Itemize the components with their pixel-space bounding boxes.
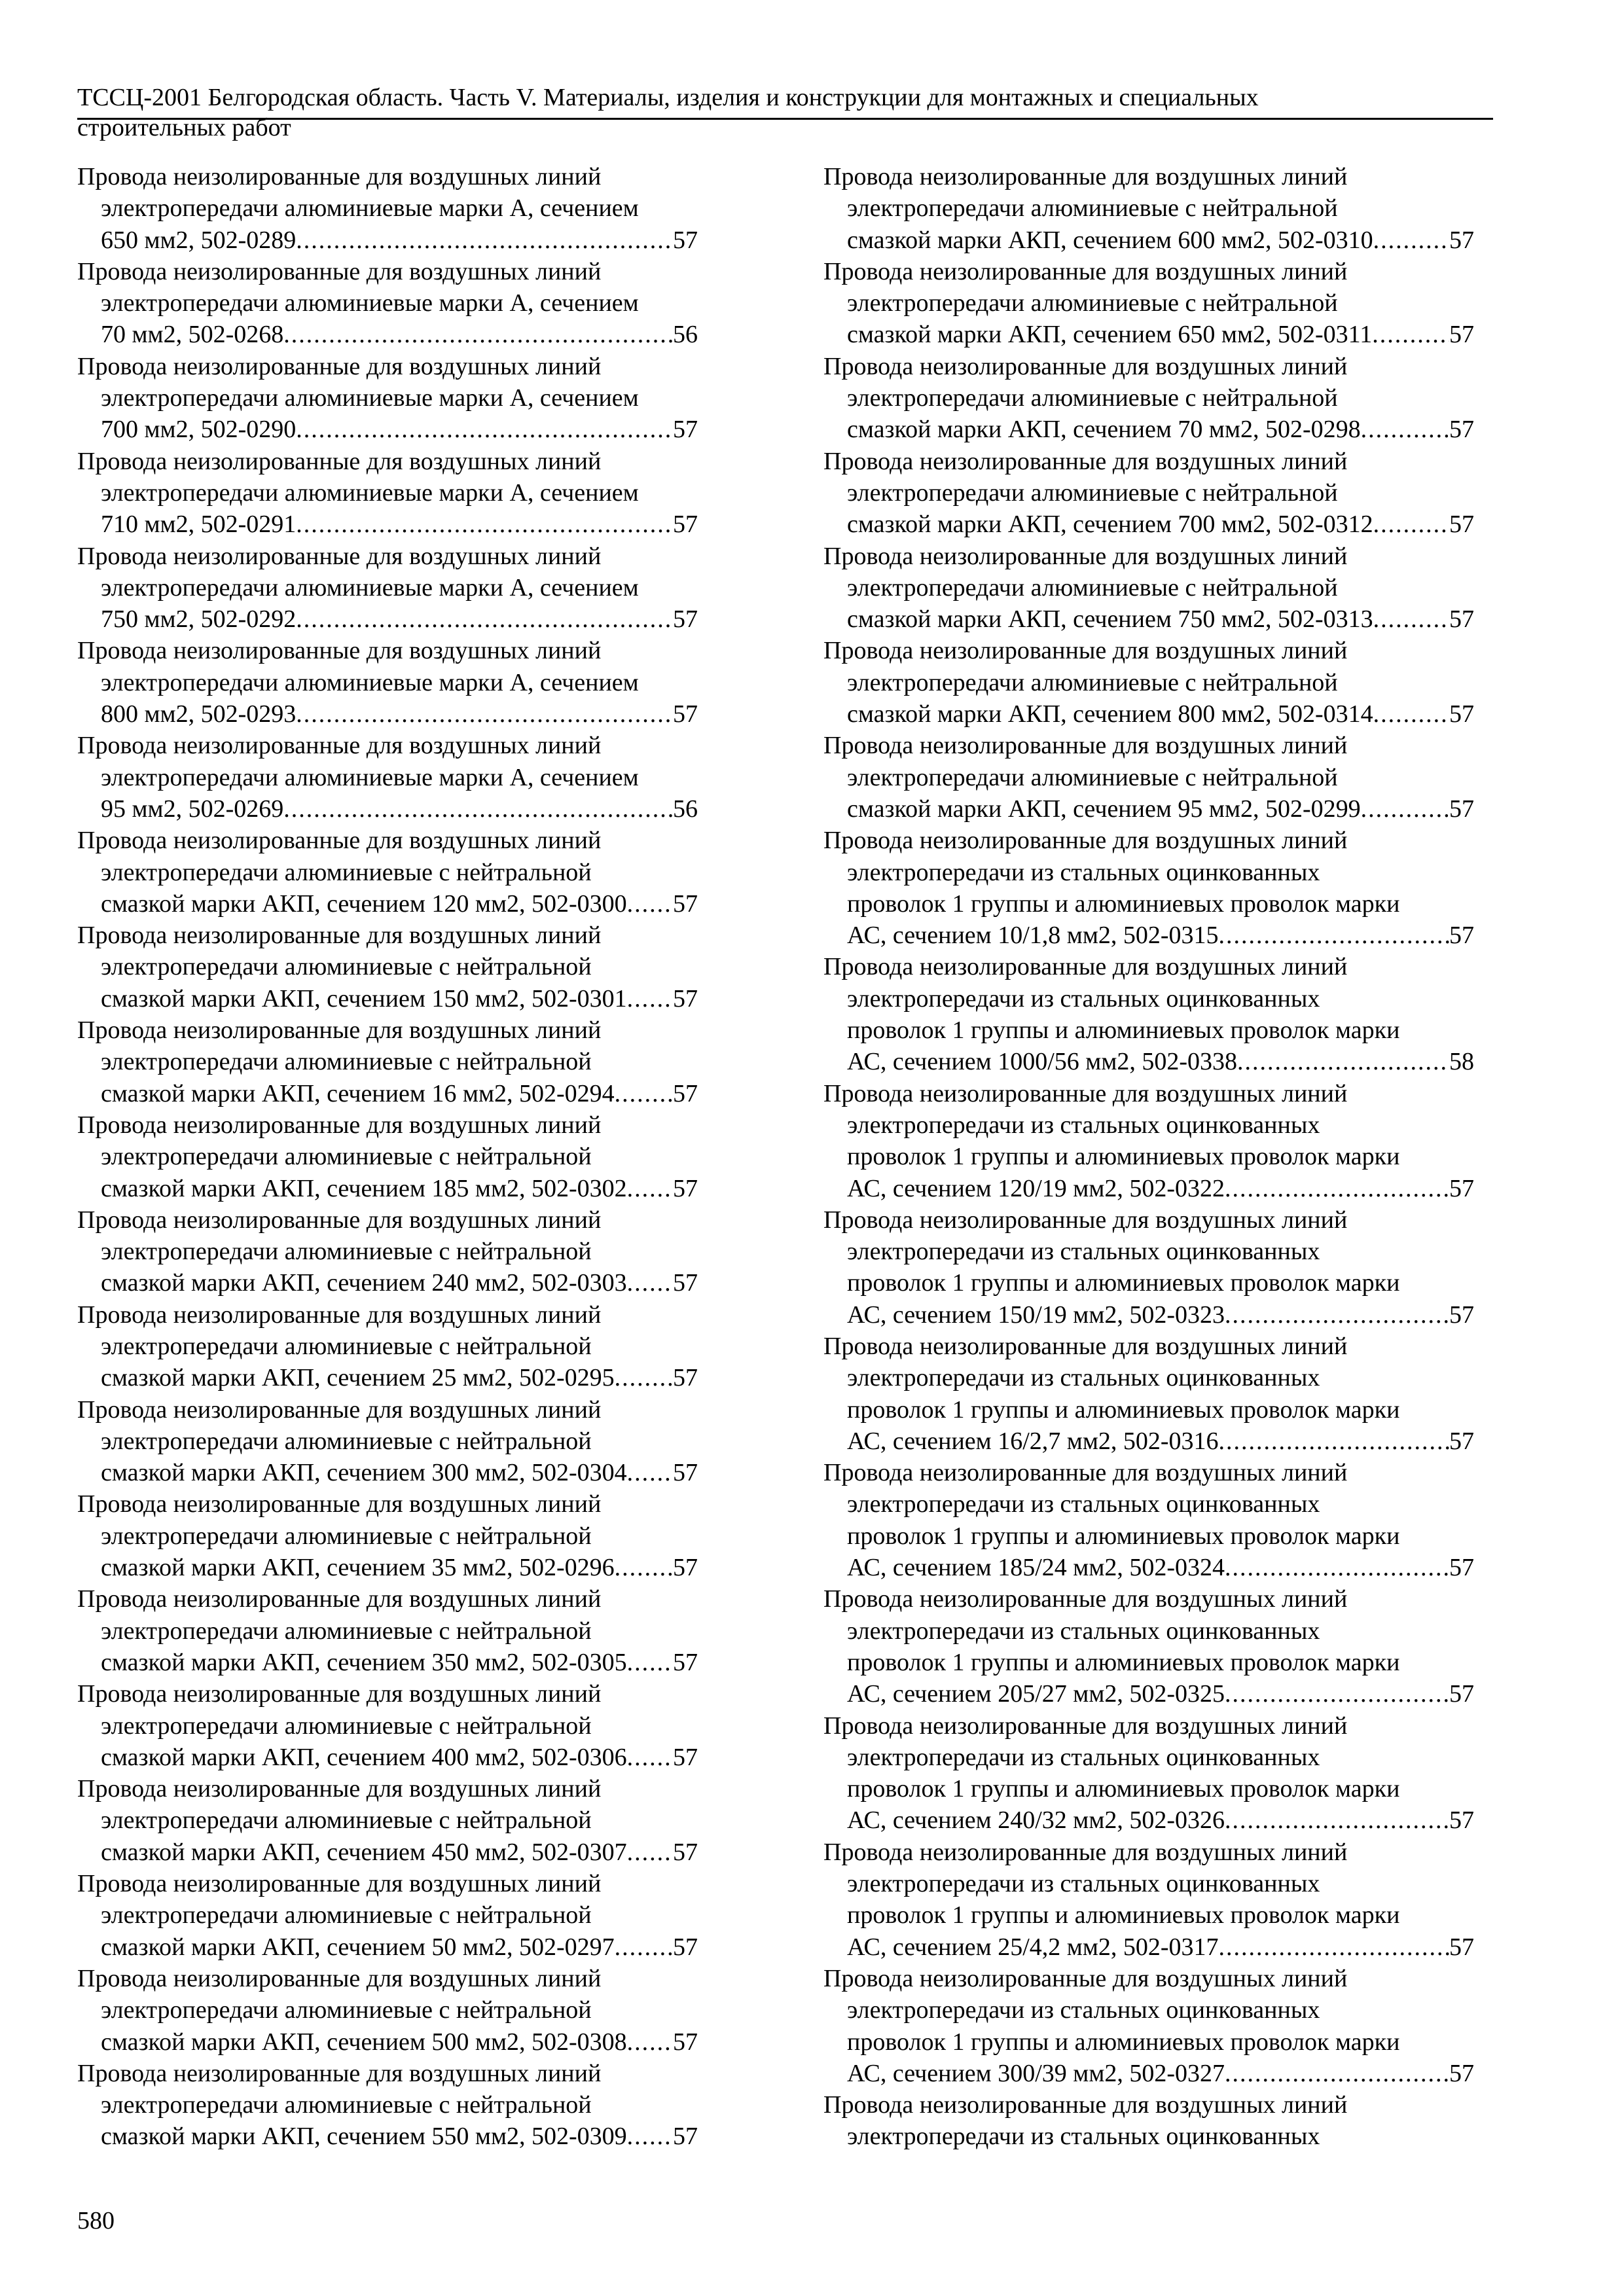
index-entry-page-number: 57 [1449,922,1474,950]
index-entry-text: Провода неизолированные для воздушных линий [77,1775,602,1803]
index-entry-last-line [77,1552,698,1583]
index-entry-text: Провода неизолированные для воздушных линий [823,1712,1348,1740]
index-entry-text: Провода неизолированные для воздушных линий [77,637,602,665]
index-entry-text: электропередачи алюминиевые с нейтральной [101,1427,592,1455]
index-entry-text: проволок 1 группы и алюминиевых проволок марки [847,1901,1400,1929]
index-entry-last-line [77,1931,698,1963]
index-entry [77,1204,698,1299]
index-entry-last-line [77,224,698,256]
index-entry-page-number: 57 [673,1364,698,1392]
index-entry [77,1773,698,1868]
dot-leader [296,698,673,730]
index-entry-text: электропередачи алюминиевые с нейтральной [101,858,592,886]
index-entry-page-number: 57 [673,1174,698,1202]
index-entry-last-line [77,1837,698,1868]
index-entry-text: Провода неизолированные для воздушных линий [77,542,602,570]
index-entry-text: смазкой марки АКП, сечением 450 мм2, 502-0307 [101,1838,627,1866]
dot-leader [283,793,673,825]
dot-leader [1225,2058,1449,2089]
dot-leader [615,1931,673,1963]
index-entry-last-line [77,1267,698,1299]
dot-leader [283,319,673,350]
index-entry-text: электропередачи алюминиевые марки А, сечением [101,194,639,223]
index-entry-text: смазкой марки АКП, сечением 50 мм2, 502-0297 [101,1933,615,1961]
index-entry-last-line [823,793,1474,825]
index-entry-text: 70 мм2, 502-0268 [101,321,284,349]
index-entry-text: электропередачи из стальных оцинкованных [847,1111,1320,1139]
index-entry [77,446,698,541]
index-entry-text: Провода неизолированные для воздушных линий [77,1680,602,1708]
index-entry-text: электропередачи из стальных оцинкованных [847,1238,1320,1266]
index-entry-text: электропередачи из стальных оцинкованных [847,1617,1320,1645]
dot-leader [627,983,673,1014]
index-entry-page-number: 57 [1449,1933,1474,1961]
index-entry [823,446,1474,541]
index-entry-page-number: 57 [673,1554,698,1582]
index-entry-text: электропередачи алюминиевые с нейтральной [101,1143,592,1171]
index-entry-text: Провода неизолированные для воздушных линий [823,447,1348,475]
index-entry-last-line [77,1457,698,1488]
dot-leader [627,1457,673,1488]
dot-leader [1361,414,1449,445]
index-entry-page-number: 57 [1449,605,1474,634]
index-entry-text: проволок 1 группы и алюминиевых проволок марки [847,1016,1400,1045]
index-entry-page-number: 57 [1449,1174,1474,1202]
index-entry [77,1583,698,1678]
running-header [77,82,1493,143]
index-entry-text: Провода неизолированные для воздушных линий [823,732,1348,760]
index-entry-text: Провода неизолированные для воздушных линий [77,1300,602,1329]
index-entry-last-line [823,224,1474,256]
index-entry-text: электропередачи из стальных оцинкованных [847,984,1320,1013]
index-entry-text: Провода неизолированные для воздушных линий [77,1490,602,1518]
index-entry-text: смазкой марки АКП, сечением 35 мм2, 502-0296 [101,1554,615,1582]
index-entry [823,730,1474,825]
index-entry-text: Провода неизолированные для воздушных линий [77,163,602,190]
index-entry-last-line [77,1173,698,1204]
index-entry-text: электропередачи из стальных оцинкованных [847,2123,1320,2151]
dot-leader [1219,1426,1449,1457]
index-entry-page-number: 56 [673,795,698,823]
index-entry-text: Провода неизолированные для воздушных линий [823,827,1348,855]
index-entry [77,1963,698,2058]
index-entry-text: Провода неизолированные для воздушных линий [823,1332,1348,1360]
index-entry [77,256,698,351]
index-entry-text: Провода неизолированные для воздушных линий [823,1964,1348,1992]
index-entry-text: АС, сечением 185/24 мм2, 502-0324 [847,1554,1225,1582]
index-entry-page-number: 57 [673,889,698,918]
index-entry-text: электропередачи алюминиевые с нейтральной [101,1996,592,2024]
index-entry-text: Провода неизолированные для воздушных линий [77,1870,602,1898]
dot-leader [615,1552,673,1583]
index-entry-text: смазкой марки АКП, сечением 650 мм2, 502-0311 [847,321,1373,349]
index-entry [77,1109,698,1204]
dot-leader [1225,1552,1449,1583]
index-entry-text: электропередачи алюминиевые с нейтральной [101,1617,592,1645]
index-entry [77,1394,698,1489]
index-entry [77,161,698,256]
index-entry [823,2089,1474,2153]
index-entry-text: смазкой марки АКП, сечением 120 мм2, 502-0300 [101,889,627,918]
index-entry-text: проволок 1 группы и алюминиевых проволок марки [847,1143,1400,1171]
index-entry-text: Провода неизолированные для воздушных линий [77,1395,602,1424]
index-entry-page-number: 57 [673,1933,698,1961]
index-entry-text: смазкой марки АКП, сечением 600 мм2, 502-0310 [847,226,1373,254]
index-entry-text: Провода неизолированные для воздушных линий [77,1016,602,1045]
index-entry-text: Провода неизолированные для воздушных линий [823,953,1348,981]
index-entry [823,1331,1474,1457]
dot-leader [1225,1299,1449,1331]
index-entry-text: 800 мм2, 502-0293 [101,700,297,728]
index-entry-page-number: 57 [673,1648,698,1676]
dot-leader [627,2121,673,2152]
index-entry-text: Провода неизолированные для воздушных линий [823,637,1348,665]
index-entry-text: смазкой марки АКП, сечением 300 мм2, 502-0304 [101,1459,627,1487]
index-column-left [77,161,698,2153]
index-entry-last-line [77,414,698,445]
dot-leader [1219,920,1449,951]
index-entry [77,541,698,636]
index-entry-text: Провода неизолированные для воздушных линий [77,827,602,855]
index-entry-text: АС, сечением 25/4,2 мм2, 502-0317 [847,1933,1219,1961]
index-entry-text: электропередачи алюминиевые с нейтральной [101,1238,592,1266]
dot-leader [296,224,673,256]
index-entry [823,1710,1474,1837]
index-entry [823,1837,1474,1963]
index-entry [823,825,1474,951]
page-number: 580 [77,2207,115,2234]
index-entry-text: Провода неизолированные для воздушных линий [77,257,602,285]
index-entry [77,1299,698,1394]
index-entry-text: 650 мм2, 502-0289 [101,226,297,254]
index-entry-text: проволок 1 группы и алюминиевых проволок марки [847,1775,1400,1803]
index-entry-text: АС, сечением 240/32 мм2, 502-0326 [847,1806,1225,1835]
index-entry-text: Провода неизолированные для воздушных линий [77,352,602,380]
index-entry-page-number: 57 [673,984,698,1013]
index-entry-last-line [77,1742,698,1773]
index-entry-text: Провода неизолированные для воздушных линий [823,1585,1348,1613]
index-entry-last-line [823,509,1474,540]
index-entry-last-line [77,888,698,920]
index-entry-last-line [823,920,1474,951]
index-entry-last-line [823,2058,1474,2089]
index-entry-last-line [77,319,698,350]
index-entry-text: смазкой марки АКП, сечением 750 мм2, 502-0313 [847,605,1373,634]
dot-leader [1225,1173,1449,1204]
index-entry-text: электропередачи алюминиевые с нейтральной [847,289,1338,317]
index-entry-last-line [823,603,1474,635]
index-entry-text: АС, сечением 150/19 мм2, 502-0323 [847,1300,1225,1329]
index-entry-text: смазкой марки АКП, сечением 70 мм2, 502-0298 [847,416,1361,444]
dot-leader [296,509,673,540]
index-entry-page-number: 57 [673,2123,698,2151]
index-entry [77,351,698,446]
index-entry-page-number: 57 [1449,226,1474,254]
index-entry-text: смазкой марки АКП, сечением 700 мм2, 502-0312 [847,511,1373,539]
index-entry [77,920,698,1014]
index-entry-text: электропередачи алюминиевые с нейтральной [847,384,1338,412]
index-entry-text: АС, сечением 16/2,7 мм2, 502-0316 [847,1427,1219,1455]
index-entry-text: электропередачи алюминиевые марки А, сечением [101,573,639,601]
dot-leader [627,1837,673,1868]
index-entry-last-line [77,1078,698,1109]
index-entry-text: проволок 1 группы и алюминиевых проволок марки [847,1522,1400,1550]
index-entry-text: электропередачи алюминиевые с нейтральной [847,668,1338,696]
index-entry-page-number: 57 [673,1838,698,1866]
index-entry-text: смазкой марки АКП, сечением 240 мм2, 502-0303 [101,1269,627,1297]
index-entry-text: АС, сечением 10/1,8 мм2, 502-0315 [847,922,1219,950]
index-entry-text: электропередачи алюминиевые марки А, сечением [101,384,639,412]
index-entry-page-number: 57 [1449,321,1474,349]
index-entry-page-number: 57 [1449,416,1474,444]
index-entry-page-number: 57 [673,2028,698,2056]
index-entry-text: 95 мм2, 502-0269 [101,795,284,823]
index-entry-text: электропередачи алюминиевые с нейтральной [101,1332,592,1360]
index-entry [77,2058,698,2153]
index-entry-page-number: 57 [1449,1300,1474,1329]
index-entry-last-line [823,1046,1474,1077]
index-entry-text: смазкой марки АКП, сечением 150 мм2, 502-0301 [101,984,627,1013]
index-entry-page-number: 57 [1449,1554,1474,1582]
index-entry-page-number: 57 [673,1269,698,1297]
index-entry-last-line [823,1426,1474,1457]
index-entry-last-line [823,319,1474,350]
index-entry-page-number: 57 [673,226,698,254]
dot-leader [1373,509,1449,540]
index-entry-page-number: 57 [673,416,698,444]
index-entry-text: Провода неизолированные для воздушных линий [823,542,1348,570]
dot-leader [627,1267,673,1299]
index-entry-last-line [823,1299,1474,1331]
index-entry-text: Провода неизолированные для воздушных линий [77,2059,602,2087]
dot-leader [1225,1804,1449,1836]
index-entry-last-line [77,793,698,825]
index-entry-last-line [77,1647,698,1678]
index-entry-text: смазкой марки АКП, сечением 550 мм2, 502-0309 [101,2123,627,2151]
index-entry-text: Провода неизолированные для воздушных линий [77,1206,602,1234]
index-entry-text: Провода неизолированные для воздушных линий [77,1585,602,1613]
index-entry [77,825,698,920]
index-entry [823,1078,1474,1204]
index-entry-text: электропередачи из стальных оцинкованных [847,1490,1320,1518]
index-entry-last-line [77,603,698,635]
index-entry-text: проволок 1 группы и алюминиевых проволок марки [847,889,1400,918]
index-entry-text: электропередачи алюминиевые марки А, сечением [101,668,639,696]
index-entry-text: Провода неизолированные для воздушных линий [823,1206,1348,1234]
index-entry-text: проволок 1 группы и алюминиевых проволок марки [847,1648,1400,1676]
index-entry-text: электропередачи из стальных оцинкованных [847,1364,1320,1392]
index-entry-text: Провода неизолированные для воздушных линий [77,1964,602,1992]
dot-leader [615,1078,673,1109]
header-rule [77,118,1493,120]
index-entry-last-line [77,698,698,730]
index-entry-page-number: 57 [1449,700,1474,728]
index-entry-text: Провода неизолированные для воздушных линий [823,2091,1348,2119]
index-entry [823,1583,1474,1710]
dot-leader [627,888,673,920]
index-entry-text: электропередачи алюминиевые с нейтральной [847,194,1338,223]
dot-leader [1373,698,1449,730]
index-entry-page-number: 57 [1449,511,1474,539]
index-entry-page-number: 57 [673,1079,698,1107]
dot-leader [1225,1678,1449,1710]
index-entry-text: электропередачи алюминиевые марки А, сечением [101,763,639,791]
index-entry-text: Провода неизолированные для воздушных линий [823,163,1348,190]
index-entry-page-number: 57 [673,1459,698,1487]
index-entry-text: смазкой марки АКП, сечением 350 мм2, 502-0305 [101,1648,627,1676]
index-entry-text: 700 мм2, 502-0290 [101,416,297,444]
dot-leader [1372,319,1449,350]
index-entry-text: проволок 1 группы и алюминиевых проволок марки [847,2028,1400,2056]
index-entry-text: смазкой марки АКП, сечением 95 мм2, 502-0299 [847,795,1361,823]
index-entry [823,1204,1474,1331]
dot-leader [627,1173,673,1204]
index-entry-last-line [823,1678,1474,1710]
index-entry-text: Провода неизолированные для воздушных линий [823,352,1348,380]
index-entry-text: Провода неизолированные для воздушных линий [77,732,602,760]
dot-leader [296,414,673,445]
dot-leader [1219,1931,1449,1963]
index-entry-text: электропередачи алюминиевые марки А, сечением [101,289,639,317]
index-entry-last-line [823,698,1474,730]
index-entry-text: проволок 1 группы и алюминиевых проволок марки [847,1269,1400,1297]
index-entry-text: электропередачи алюминиевые с нейтральной [101,2091,592,2119]
index-entry-last-line [823,1931,1474,1963]
index-entry [77,1014,698,1109]
index-entry-last-line [77,2026,698,2058]
index-entry-text: АС, сечением 1000/56 мм2, 502-0338 [847,1048,1238,1076]
index-entry-text: АС, сечением 205/27 мм2, 502-0325 [847,1680,1225,1708]
index-entry-text: 710 мм2, 502-0291 [101,511,297,539]
index-entry-last-line [77,1362,698,1393]
index-entry-text: электропередачи из стальных оцинкованных [847,1870,1320,1898]
dot-leader [1373,224,1449,256]
dot-leader [296,603,673,635]
index-entry-text: электропередачи алюминиевые с нейтральной [847,573,1338,601]
dot-leader [1361,793,1449,825]
index-entry-text: электропередачи из стальных оцинкованных [847,858,1320,886]
index-entry-text: смазкой марки АКП, сечением 25 мм2, 502-0295 [101,1364,615,1392]
index-entry-page-number: 57 [673,1743,698,1771]
index-entry-text: АС, сечением 300/39 мм2, 502-0327 [847,2059,1225,2087]
dot-leader [615,1362,673,1393]
running-header-line-1: ТССЦ-2001 Белгородская область. Часть V. Материалы, изделия и конструкции для монтажных и специальных [77,84,1259,111]
index-entry-text: смазкой марки АКП, сечением 400 мм2, 502-0306 [101,1743,627,1771]
index-entry-text: электропередачи алюминиевые с нейтральной [847,478,1338,507]
index-entry-page-number: 56 [673,321,698,349]
index-entry [77,1868,698,1963]
index-entry-last-line [77,2121,698,2152]
running-header-line-2: строительных работ [77,114,291,141]
index-entry-page-number: 57 [1449,795,1474,823]
index-entry-last-line [823,414,1474,445]
index-entry-text: электропередачи алюминиевые с нейтральной [847,763,1338,791]
index-entry-text: смазкой марки АКП, сечением 185 мм2, 502-0302 [101,1174,627,1202]
index-entry-text: электропередачи алюминиевые с нейтральной [101,1522,592,1550]
index-entry-text: электропередачи алюминиевые с нейтральной [101,1806,592,1835]
index-entry-text: смазкой марки АКП, сечением 500 мм2, 502-0308 [101,2028,627,2056]
index-entry-text: электропередачи алюминиевые с нейтральной [101,1901,592,1929]
index-entry [77,730,698,825]
index-entry-text: электропередачи алюминиевые с нейтральной [101,1712,592,1740]
index-entry-last-line [77,983,698,1014]
index-entry-text: Провода неизолированные для воздушных линий [823,1459,1348,1487]
index-entry-text: смазкой марки АКП, сечением 16 мм2, 502-0294 [101,1079,615,1107]
dot-leader [1237,1046,1449,1077]
index-entry-text: 750 мм2, 502-0292 [101,605,297,634]
index-entry [823,541,1474,636]
index-entry [823,1963,1474,2089]
index-column-right [823,161,1474,2153]
index-entry [77,635,698,730]
index-entry-text: Провода неизолированные для воздушных линий [823,257,1348,285]
index-entry [823,256,1474,351]
index-entry-text: электропередачи из стальных оцинкованных [847,1743,1320,1771]
index-entry-text: Провода неизолированные для воздушных линий [77,1111,602,1139]
index-entry-page-number: 57 [1449,2059,1474,2087]
index-entry-text: проволок 1 группы и алюминиевых проволок марки [847,1395,1400,1424]
dot-leader [627,2026,673,2058]
index-entry-last-line [823,1552,1474,1583]
index-entry-text: смазкой марки АКП, сечением 800 мм2, 502-0314 [847,700,1373,728]
index-entry-page-number: 57 [1449,1427,1474,1455]
index-entry-text: электропередачи алюминиевые с нейтральной [101,1048,592,1076]
index-entry-text: электропередачи из стальных оцинкованных [847,1996,1320,2024]
index-entry [823,635,1474,730]
index-entry [823,161,1474,256]
index-entry-text: Провода неизолированные для воздушных линий [77,447,602,475]
index-entry-page-number: 57 [673,605,698,634]
index-entry-page-number: 58 [1449,1048,1474,1076]
index-entry-text: АС, сечением 120/19 мм2, 502-0322 [847,1174,1225,1202]
index-entry-page-number: 57 [673,700,698,728]
index-entry [77,1488,698,1583]
index-entry-text: Провода неизолированные для воздушных линий [823,1079,1348,1107]
index-entry-text: Провода неизолированные для воздушных линий [77,922,602,950]
index-entry [77,1678,698,1773]
index-entry-page-number: 57 [1449,1806,1474,1835]
index-entry [823,1457,1474,1583]
index-entry-text: электропередачи алюминиевые марки А, сечением [101,478,639,507]
index-entry-last-line [77,509,698,540]
index-entry [823,951,1474,1077]
dot-leader [627,1742,673,1773]
index-entry-page-number: 57 [1449,1680,1474,1708]
index-entry-text: электропередачи алюминиевые с нейтральной [101,953,592,981]
index-entry [823,351,1474,446]
index-entry-page-number: 57 [673,511,698,539]
index-entry-last-line [823,1804,1474,1836]
index-entry-text: Провода неизолированные для воздушных линий [823,1838,1348,1866]
index-entry-last-line [823,1173,1474,1204]
dot-leader [1373,603,1449,635]
dot-leader [627,1647,673,1678]
